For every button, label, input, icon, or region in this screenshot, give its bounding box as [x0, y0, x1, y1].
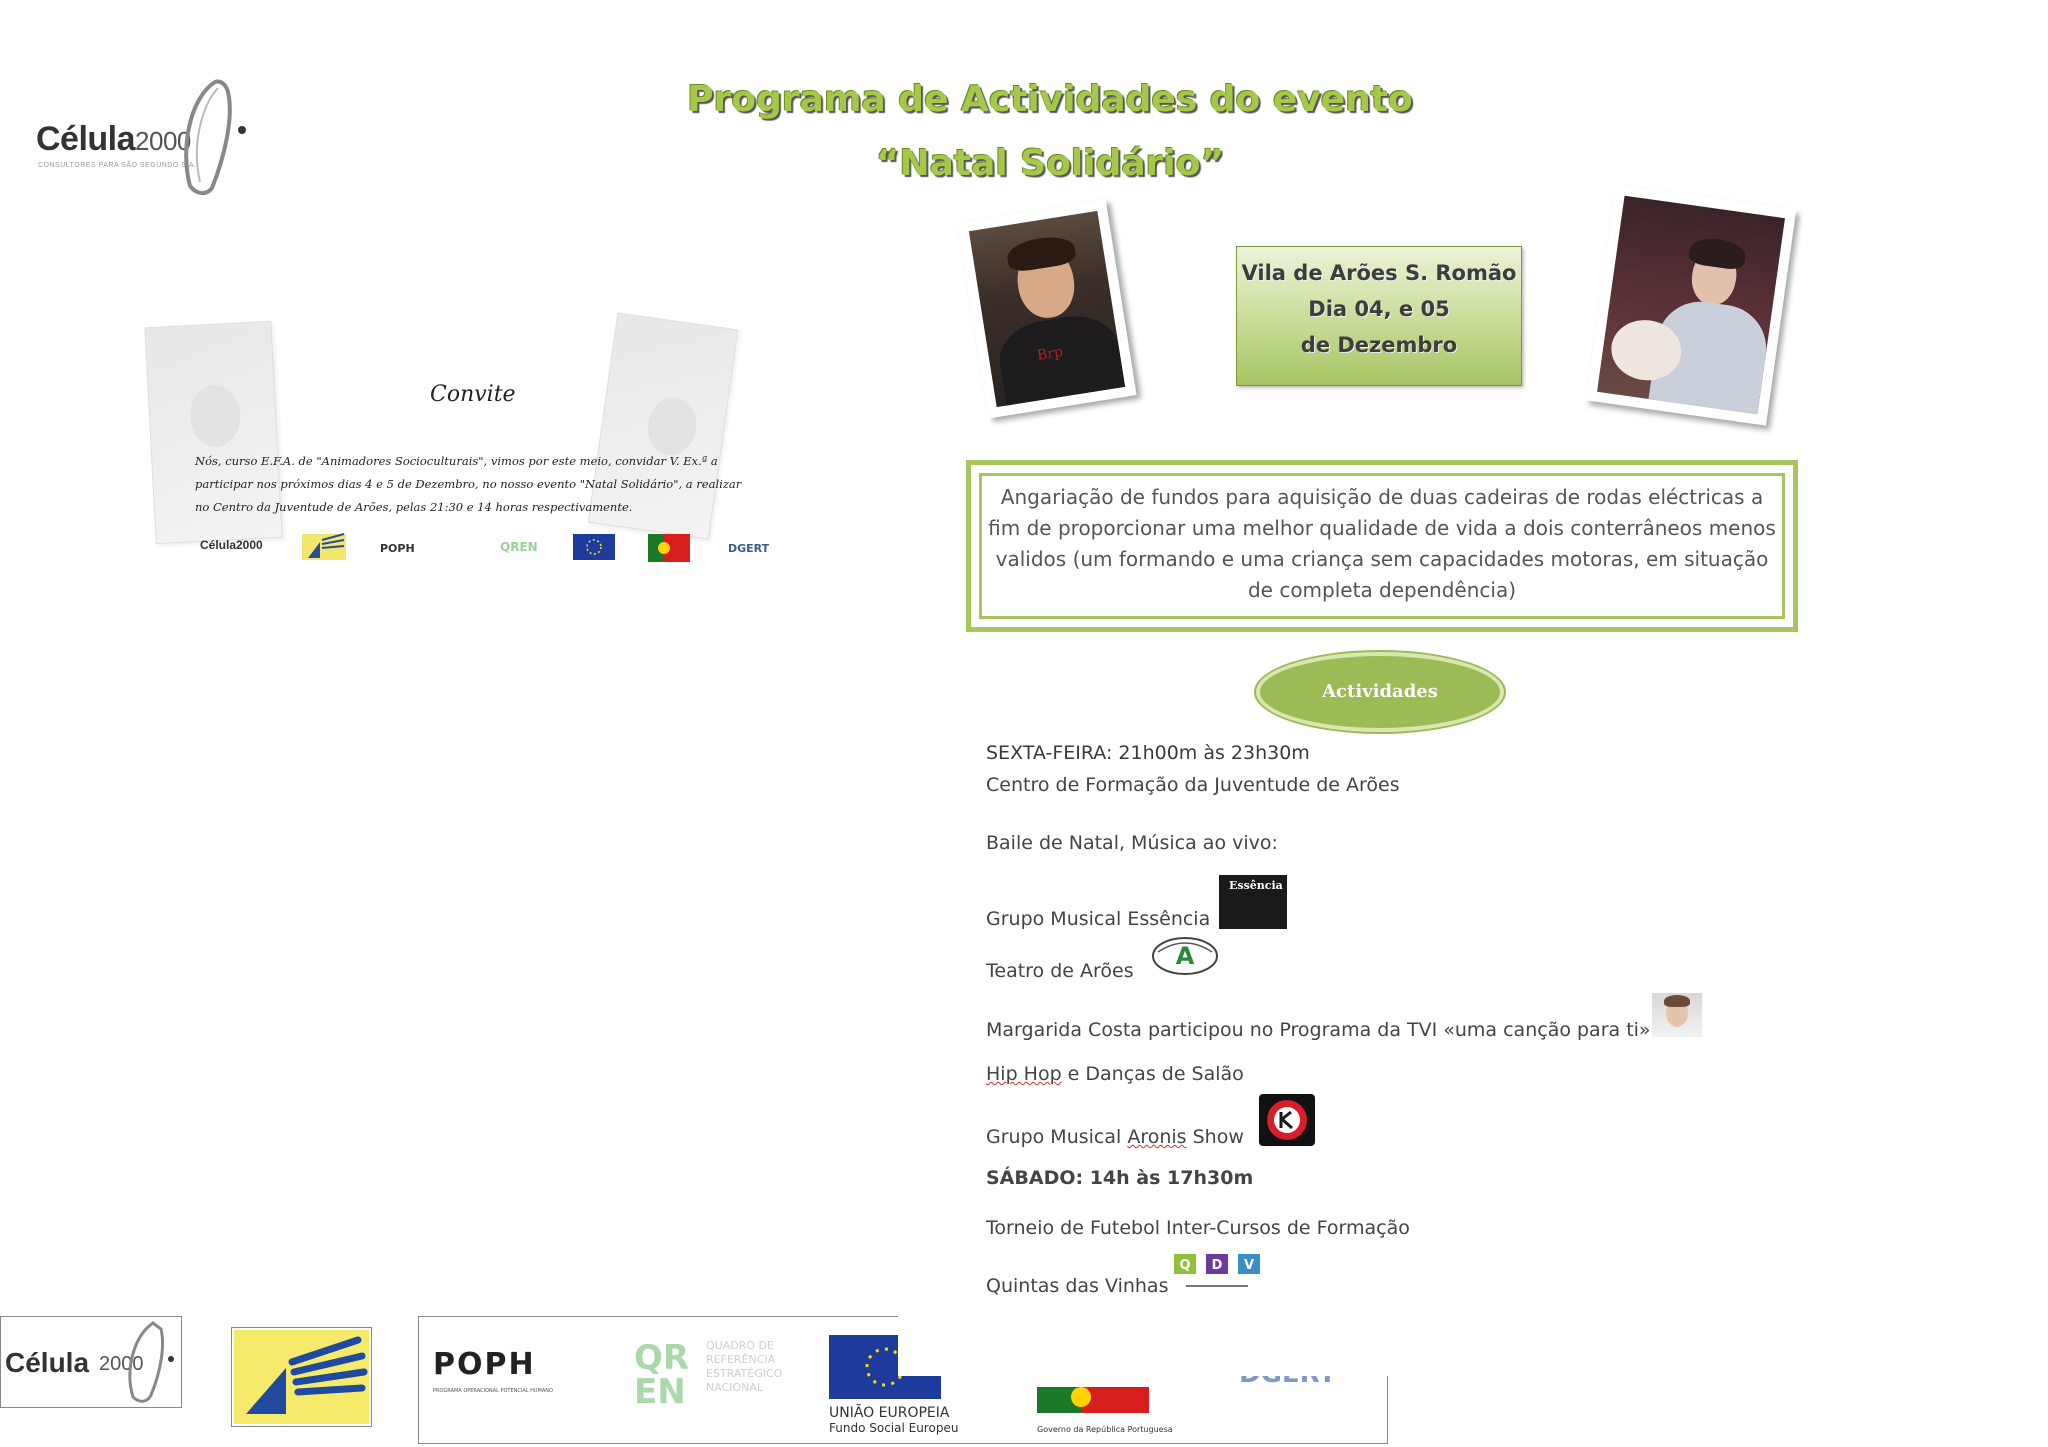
fundraising-description: Angariação de fundos para aquisição de duas cadeiras de rodas eléctricas a fim de proporcionar uma melhor qualidade de vida a dois conterrâneos menos validos (um formando e uma criança sem capacidades motoras, em situação de completa dependência) [979, 473, 1785, 619]
salao-text: e Danças de Salão [1061, 1063, 1244, 1085]
ball-heading: Baile de Natal, Música ao vivo: [986, 832, 1278, 854]
friday-place: Centro de Formação da Juventude de Arões [986, 774, 1400, 796]
activities-heading: Actividades [1256, 652, 1504, 732]
invitation-text: Nós, curso E.F.A. de "Animadores Socioculturais", vimos por este meio, convidar V. Ex.ª a participar nos próximos dias 4 e 5 de Dezembro, no nosso evento "Natal Solidário", a realizar no Centro da Juventude de Arões, pelas 21:30 e 14 horas respectivamente. [195, 454, 742, 514]
invitation-logo-strip [200, 530, 770, 570]
mini-portugal-flag-icon [648, 534, 690, 562]
photo-woman-baby [1586, 184, 1797, 425]
mini-poph-logo: POPH [380, 542, 415, 555]
event-date-box [1236, 246, 1522, 386]
activity-tournament: Torneio de Futebol Inter-Cursos de Formação [986, 1217, 1410, 1239]
eu-logo: UNIÃO EUROPEIA Fundo Social Europeu [829, 1335, 979, 1439]
activity-essencia: Grupo Musical Essência [986, 908, 1211, 930]
svg-text:D: D [1211, 1258, 1223, 1273]
qdv-logo-icon [1172, 1252, 1262, 1294]
celula2000-logo [30, 78, 250, 198]
portugal-gov-logo: Governo da República Portuguesa [1037, 1337, 1197, 1437]
friday-time: SEXTA-FEIRA: 21h00m às 23h30m [986, 742, 1310, 764]
activity-venue: Quintas das Vinhas [986, 1275, 1169, 1297]
poph-logo: POPH PROGRAMA OPERACIONAL POTENCIAL HUMANO [433, 1347, 553, 1394]
program-title-line2: “Natal Solidário” [875, 143, 1225, 184]
svg-text:V: V [1243, 1258, 1255, 1273]
logo-number: 2000 [135, 126, 191, 156]
margarida-photo [1652, 993, 1702, 1037]
qren-logo: QREN QUADRO DE REFERÊNCIA ESTRATÉGICO NACIONAL [634, 1338, 783, 1412]
date-location: Vila de Arões S. Romão [1241, 261, 1517, 285]
svg-text:Q: Q [1179, 1258, 1191, 1273]
footer-ray-logo [231, 1327, 372, 1427]
activity-teatro: Teatro de Arões [986, 960, 1134, 982]
footer-celula-logo: Célula 2000 [0, 1316, 182, 1408]
mini-dgert-logo: DGERT [728, 542, 770, 555]
program-title-line1: Programa de Actividades do evento [687, 79, 1413, 120]
svg-text:A: A [1175, 942, 1195, 970]
invitation-title: Convite [430, 382, 516, 407]
footer-cut-overlay [898, 1300, 1388, 1376]
logo-name: Célula [36, 120, 136, 158]
date-days: Dia 04, e 05 [1308, 297, 1450, 321]
logo-swoosh-icon [170, 78, 250, 198]
saturday-time: SÁBADO: 14h às 17h30m [986, 1167, 1254, 1189]
aronis-logo-icon [1259, 1094, 1315, 1146]
essencia-logo-icon: Essência [1219, 875, 1287, 929]
mini-celula-logo: Célula2000 [200, 538, 263, 552]
fundraising-description-frame [966, 460, 1798, 632]
program-title [620, 68, 1480, 196]
teatro-logo-icon [1150, 934, 1220, 978]
date-month: de Dezembro [1300, 333, 1458, 357]
mini-ray-icon [300, 530, 348, 562]
photo-young-man: Brp [957, 199, 1136, 418]
activity-margarida: Margarida Costa participou no Programa da TVI «uma canção para ti» [986, 1019, 1651, 1041]
activity-hiphop [986, 1063, 1244, 1085]
logo-tagline: CONSULTORES PARA SÃO SEGUNDO S.A. [38, 162, 197, 169]
activity-aronis: Grupo Musical Aronis Show [986, 1126, 1244, 1148]
mini-eu-flag-icon [573, 534, 615, 564]
mini-qren-logo: QREN [500, 540, 538, 554]
aronis-text: Aronis [1127, 1126, 1187, 1148]
invitation-card [150, 320, 780, 570]
hiphop-text: Hip Hop [986, 1063, 1062, 1085]
